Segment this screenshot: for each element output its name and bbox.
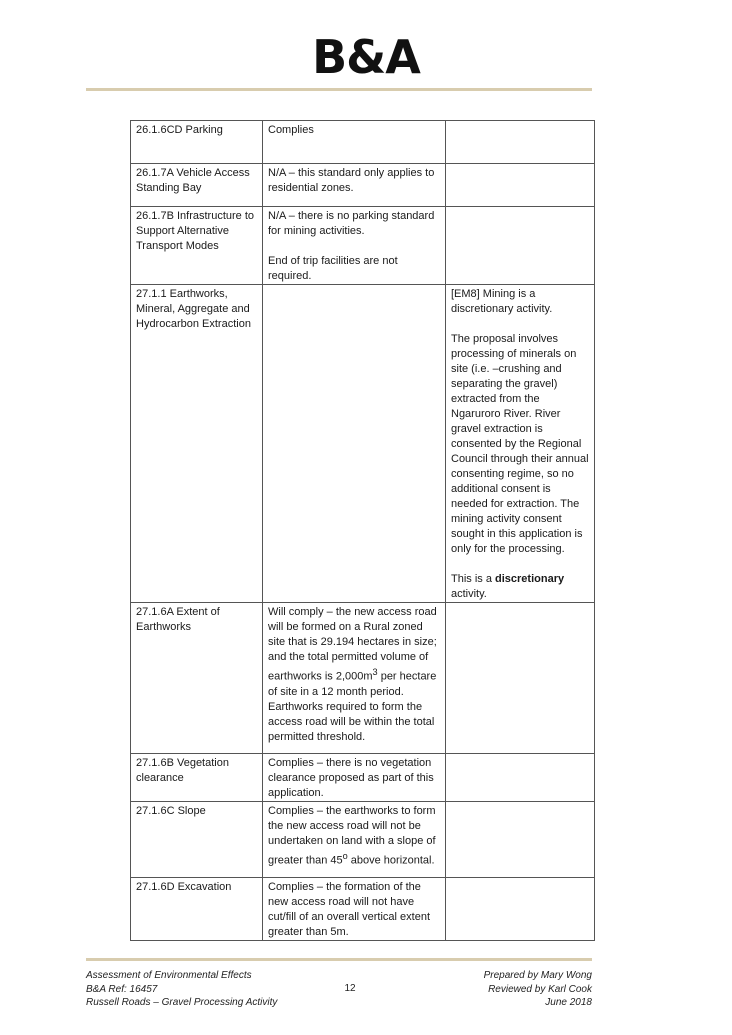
assessment-text: Complies (268, 124, 314, 136)
standard-cell: 27.1.6B Vegetation clearance (131, 754, 263, 802)
page-number: 12 (344, 983, 356, 994)
assessment-cell (263, 164, 446, 207)
standard-cell: 26.1.7B Infrastructure to Support Alternative Transport Modes (131, 207, 263, 285)
comment-cell (446, 164, 595, 207)
assessment-text-part: Complies – the earthworks to form the new access road will not be undertaken on land with a slope of greater than 45 (268, 805, 436, 867)
assessment-text (268, 605, 440, 745)
assessment-text: End of trip facilities are not required. (268, 255, 398, 282)
assessment-cell (263, 754, 446, 802)
assessment-text: Complies – there is no vegetation clearance proposed as part of this application. (268, 757, 434, 799)
assessment-text-part: Will comply – the new access road will be formed on a Rural zoned site that is 29.194 hectares in size; and the total permitted volume of earthworks is 2,000m (268, 606, 437, 683)
table-row (131, 207, 595, 285)
standard-cell: 26.1.7A Vehicle Access Standing Bay (131, 164, 263, 207)
standard-cell: 27.1.6A Extent of Earthworks (131, 603, 263, 754)
assessment-text: N/A – there is no parking standard for mining activities. (268, 210, 435, 237)
comment-cell (446, 121, 595, 164)
comment-cell (446, 754, 595, 802)
table-row (131, 754, 595, 802)
rules-assessment-table (130, 120, 595, 941)
assessment-cell (263, 603, 446, 754)
table-row (131, 603, 595, 754)
comment-cell (446, 207, 595, 285)
assessment-cell (263, 121, 446, 164)
comment-cell (446, 878, 595, 941)
comment-text: [EM8] Mining is a discretionary activity. (451, 288, 553, 315)
footer-project: Russell Roads – Gravel Processing Activity (86, 997, 278, 1008)
standard-cell: 27.1.1 Earthworks, Mineral, Aggregate and Hydrocarbon Extraction (131, 285, 263, 603)
assessment-cell (263, 285, 446, 603)
table-row (131, 878, 595, 941)
table-row (131, 121, 595, 164)
assessment-text-part: above horizontal. (347, 854, 435, 867)
activity-status-bold: discretionary (495, 573, 565, 585)
superscript: o (342, 851, 348, 861)
superscript: 3 (372, 667, 378, 677)
comment-text (451, 572, 589, 602)
table-row (131, 802, 595, 878)
footer-prepared-by: Prepared by Mary Wong (483, 970, 592, 981)
comment-cell (446, 603, 595, 754)
assessment-text: Complies – the formation of the new access road will not have cut/fill of an overall vertical extent greater than 5m. (268, 881, 431, 938)
assessment-text: N/A – this standard only applies to residential zones. (268, 167, 435, 194)
footer-date: June 2018 (545, 997, 592, 1008)
footer-right (484, 969, 592, 1010)
comment-cell (446, 802, 595, 878)
company-logo: B&A (312, 30, 420, 84)
assessment-cell (263, 878, 446, 941)
footer-divider (86, 958, 592, 961)
standard-cell: 27.1.6C Slope (131, 802, 263, 878)
footer-reviewed-by: Reviewed by Karl Cook (488, 983, 592, 995)
assessment-cell (263, 207, 446, 285)
table-row (131, 164, 595, 207)
assessment-cell (263, 802, 446, 878)
header-divider (86, 88, 592, 91)
comment-text-suffix: activity. (451, 588, 487, 600)
standard-cell: 27.1.6D Excavation (131, 878, 263, 941)
footer-document-title: Assessment of Environmental Effects (86, 970, 252, 981)
standard-cell: 26.1.6CD Parking (131, 121, 263, 164)
comment-cell (446, 285, 595, 603)
footer-reference: B&A Ref: 16457 (86, 983, 158, 995)
assessment-text (268, 804, 440, 869)
table-row (131, 285, 595, 603)
comment-text: The proposal involves processing of minerals on site (i.e. –crushing and separating the gravel) extracted from the Ngaruroro River. River gravel extraction is consented by the Regional Council through their annual consenting regime, so no additional consent is needed for extraction. The mining activity consent sought in this application is only for the processing. (451, 333, 589, 555)
comment-text-prefix: This is a (451, 573, 496, 585)
assessment-text-part: per hectare of site in a 12 month period. Earthworks required to form the access road will be within the total permitted threshold. (268, 670, 437, 743)
